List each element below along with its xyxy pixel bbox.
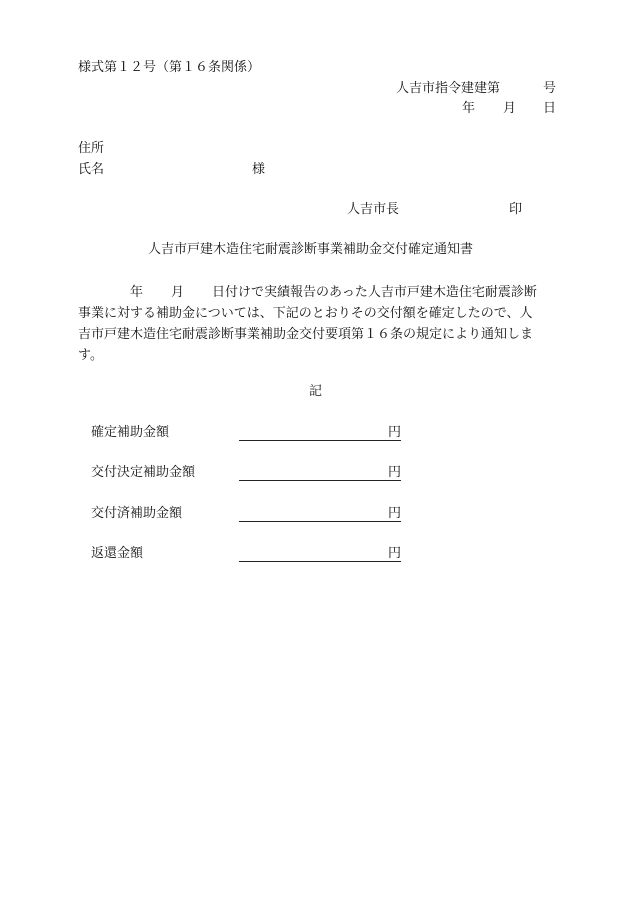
document-number-suffix: 号 xyxy=(543,81,557,96)
item-blank-line-refund-amount xyxy=(239,561,401,562)
item-label-paid-amount: 交付済補助金額 xyxy=(91,506,183,521)
item-unit-paid-amount: 円 xyxy=(388,506,402,521)
body-line-2: 事業に対する補助金については、下記のとおりその交付額を確定したので、人 xyxy=(78,306,533,321)
issuer-title: 人吉市長 xyxy=(347,202,400,217)
honorific-sama: 様 xyxy=(252,162,266,177)
date-day: 日 xyxy=(543,101,557,116)
name-label: 氏名 xyxy=(78,162,105,177)
address-label: 住所 xyxy=(78,141,105,156)
item-unit-refund-amount: 円 xyxy=(388,546,402,561)
item-blank-line-confirmed-amount xyxy=(239,440,401,441)
body-line-3: 吉市戸建木造住宅耐震診断事業補助金交付要項第１６条の規定により通知しま xyxy=(78,327,534,342)
body-line-1 xyxy=(78,282,556,303)
ki-heading: 記 xyxy=(309,384,323,399)
item-label-confirmed-amount: 確定補助金額 xyxy=(91,425,170,440)
body-year: 年 xyxy=(130,285,144,300)
item-label-refund-amount: 返還金額 xyxy=(91,546,144,561)
item-unit-decided-amount: 円 xyxy=(388,465,402,480)
document-number-prefix: 人吉市指令建建第 xyxy=(396,81,501,96)
item-unit-confirmed-amount: 円 xyxy=(388,425,402,440)
item-label-decided-amount: 交付決定補助金額 xyxy=(91,465,196,480)
date-month: 月 xyxy=(503,101,517,116)
issuer-seal: 印 xyxy=(509,202,523,217)
notice-body xyxy=(78,282,556,366)
date-year: 年 xyxy=(462,101,476,116)
document-title: 人吉市戸建木造住宅耐震診断事業補助金交付確定通知書 xyxy=(148,242,474,257)
body-month: 月 xyxy=(171,285,185,300)
body-line-1-rest: 日付けで実績報告のあった人吉市戸建木造住宅耐震診断 xyxy=(212,285,537,300)
form-number: 様式第１２号（第１６条関係） xyxy=(78,60,261,75)
body-line-4: す。 xyxy=(78,348,103,363)
item-blank-line-decided-amount xyxy=(239,480,401,481)
item-blank-line-paid-amount xyxy=(239,521,401,522)
